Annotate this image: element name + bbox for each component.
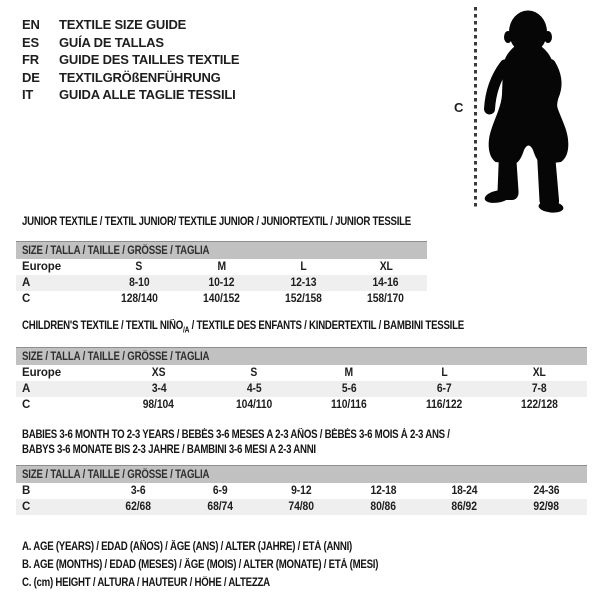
value-cell: [180, 291, 262, 307]
title-subscript: /A: [182, 325, 190, 335]
value-text: 122/128: [520, 399, 558, 411]
language-row: [22, 86, 239, 104]
value-text: 10-12: [208, 277, 235, 289]
value-cell: [263, 291, 345, 307]
language-list: [22, 16, 239, 104]
value-cell: [492, 365, 587, 381]
size-header-cell: [16, 242, 427, 260]
value-cell: [263, 259, 345, 275]
value-text: 4-5: [246, 383, 262, 395]
value-text: S: [250, 367, 258, 379]
value-cell: [180, 275, 262, 291]
language-code: FR: [22, 52, 39, 67]
value-text: 14-16: [372, 277, 399, 289]
language-row: [22, 34, 239, 52]
row-label-cell: C: [22, 293, 31, 305]
size-table-head: [16, 466, 587, 484]
size-table-body: [16, 259, 427, 307]
value-cell: [206, 397, 301, 413]
language-label: GUIDE DES TAILLES TEXTILE: [59, 52, 240, 67]
value-text: 140/152: [203, 293, 240, 305]
size-header-text: SIZE / TALLA / TAILLE / GRÖSSE / TAGLIA: [22, 468, 210, 481]
value-cell: [345, 259, 427, 275]
height-dashed-line-icon: [474, 7, 477, 209]
value-text: 12-18: [370, 485, 397, 497]
babies-table-section: [16, 428, 587, 515]
footnote-line: [22, 574, 446, 592]
language-label: TEXTILE SIZE GUIDE: [59, 17, 187, 32]
row-label-cell: C: [22, 399, 31, 411]
title-text: [22, 428, 450, 443]
table-row: [16, 483, 587, 499]
value-text: 74/80: [288, 501, 315, 513]
footnote-line: [22, 556, 446, 574]
size-table-body: [16, 483, 587, 515]
value-text: XL: [379, 261, 393, 273]
value-cell: [98, 499, 180, 515]
title-segment: CHILDREN'S TEXTILE / TEXTIL NIÑO: [22, 320, 183, 332]
value-cell: [98, 483, 180, 499]
value-cell: [111, 381, 206, 397]
value-cell: [98, 275, 180, 291]
footnote-list: [22, 538, 446, 592]
size-header-text: SIZE / TALLA / TAILLE / GRÖSSE / TAGLIA: [22, 244, 210, 257]
value-text: 6-7: [436, 383, 452, 395]
height-figure: [452, 4, 587, 216]
value-text: XL: [532, 367, 546, 379]
title-segment: BABIES 3-6 MONTH TO 2-3 YEARS / BEBÉS 3-6 MESES A 2-3 AÑOS / BÉBÉS 3-6 MOIS À 2-3 ANS /: [22, 429, 450, 441]
language-code: IT: [22, 87, 34, 102]
title-text: [22, 443, 316, 458]
value-cell: [301, 397, 396, 413]
value-text: 110/116: [331, 399, 367, 411]
footnote-text: B. AGE (MONTHS) / EDAD (MESES) / ÂGE (MOIS) / ALTER (MONATE) / ETÀ (MESI): [22, 559, 379, 571]
table-title-line: [16, 443, 587, 458]
junior-table-section: [16, 215, 427, 307]
value-cell: [397, 365, 492, 381]
value-cell: [342, 499, 424, 515]
value-cell: [263, 275, 345, 291]
title-segment: BABYS 3-6 MONATE BIS 2-3 JAHRE / BAMBINI 3-6 MESI A 2-3 ANNI: [22, 444, 316, 456]
table-title-line: [16, 428, 587, 443]
height-marker-label: C: [454, 100, 464, 115]
footnote-line: [22, 538, 446, 556]
value-cell: [345, 275, 427, 291]
table-row: [16, 381, 587, 397]
value-cell: [505, 499, 587, 515]
value-text: 92/98: [533, 501, 559, 513]
footnote-text: C. (cm) HEIGHT / ALTURA / HAUTEUR / HÖHE / ALTEZZA: [22, 577, 270, 589]
size-table-head: [16, 242, 427, 260]
size-header-cell: [16, 466, 587, 484]
table-row: [16, 291, 427, 307]
language-code: EN: [22, 17, 40, 32]
title-segment: JUNIOR TEXTILE / TEXTIL JUNIOR/ TEXTILE JUNIOR / JUNIORTEXTIL / JUNIOR TESSILE: [22, 216, 411, 228]
table-row: [16, 397, 587, 413]
language-row: [22, 16, 239, 34]
children-table-section: [16, 319, 587, 413]
row-label-cell: B: [22, 485, 31, 497]
value-cell: [111, 397, 206, 413]
value-cell: [424, 499, 506, 515]
language-row: [22, 69, 239, 87]
children-size-table: [16, 347, 587, 413]
value-cell: [492, 381, 587, 397]
value-cell: [492, 397, 587, 413]
value-cell: [98, 259, 180, 275]
value-cell: [397, 381, 492, 397]
value-text: 116/122: [426, 399, 463, 411]
junior-table-title: [16, 215, 427, 230]
value-text: 5-6: [341, 383, 357, 395]
junior-size-table: [16, 241, 427, 307]
title-text: [22, 319, 464, 337]
footnote-text: A. AGE (YEARS) / EDAD (AÑOS) / ÂGE (ANS) / ALTER (JAHRE) / ETÀ (ANNI): [22, 541, 353, 553]
value-text: 7-8: [532, 383, 547, 395]
value-text: 158/170: [367, 293, 405, 305]
value-text: 128/140: [120, 293, 158, 305]
value-text: 6-9: [212, 485, 228, 497]
value-text: M: [344, 367, 354, 379]
row-label-cell: Europe: [22, 367, 62, 379]
row-label-cell: A: [22, 277, 31, 289]
value-text: 86/92: [451, 501, 478, 513]
value-text: 80/86: [370, 501, 396, 513]
value-text: L: [441, 367, 448, 379]
value-text: XS: [151, 367, 166, 379]
value-text: 12-13: [290, 277, 317, 289]
value-text: S: [135, 261, 143, 273]
value-text: M: [217, 261, 226, 273]
size-header-row: [16, 242, 427, 260]
value-cell: [179, 483, 261, 499]
value-cell: [98, 291, 180, 307]
title-text: [22, 215, 411, 230]
value-cell: [301, 381, 396, 397]
row-label-cell: Europe: [22, 261, 62, 273]
language-code: DE: [22, 69, 40, 85]
value-cell: [345, 291, 427, 307]
value-text: 3-4: [151, 383, 167, 395]
value-text: 8-10: [129, 277, 150, 289]
size-header-row: [16, 348, 587, 366]
value-cell: [397, 397, 492, 413]
table-title-line: [16, 215, 427, 230]
size-table-head: [16, 348, 587, 366]
language-label: GUIDA ALLE TAGLIE TESSILI: [59, 87, 236, 102]
value-text: 68/74: [207, 501, 233, 513]
size-header-text: SIZE / TALLA / TAILLE / GRÖSSE / TAGLIA: [22, 350, 210, 363]
language-row: [22, 51, 239, 69]
value-cell: [505, 483, 587, 499]
row-label-cell: A: [22, 383, 31, 395]
value-cell: [206, 365, 301, 381]
table-row: [16, 275, 427, 291]
title-segment: / TEXTILE DES ENFANTS / KINDERTEXTIL / BAMBINI TESSILE: [189, 320, 464, 332]
row-label-cell: C: [22, 501, 31, 513]
value-text: 104/110: [235, 399, 273, 411]
table-row: [16, 365, 587, 381]
value-cell: [261, 483, 343, 499]
value-cell: [261, 499, 343, 515]
language-label: GUÍA DE TALLAS: [59, 34, 164, 50]
language-label: TEXTILGRÖßENFÜHRUNG: [59, 69, 221, 85]
value-cell: [301, 365, 396, 381]
value-cell: [111, 365, 206, 381]
children-table-title: [16, 319, 587, 334]
value-cell: [179, 499, 261, 515]
value-text: 24-36: [533, 485, 560, 497]
value-cell: [424, 483, 506, 499]
language-code: ES: [22, 34, 39, 50]
value-cell: [342, 483, 424, 499]
value-text: 3-6: [130, 485, 146, 497]
table-row: [16, 499, 587, 515]
value-text: 18-24: [451, 485, 478, 497]
toddler-silhouette-icon: [478, 4, 578, 216]
value-text: 9-12: [291, 485, 312, 497]
size-header-row: [16, 466, 587, 484]
value-cell: [206, 381, 301, 397]
value-text: 62/68: [125, 501, 152, 513]
table-row: [16, 259, 427, 275]
table-title-line: [16, 319, 587, 334]
babies-size-table: [16, 465, 587, 515]
size-header-cell: [16, 348, 587, 366]
value-cell: [180, 259, 262, 275]
value-text: L: [300, 261, 307, 273]
size-table-body: [16, 365, 587, 413]
value-text: 152/158: [285, 293, 323, 305]
value-text: 98/104: [143, 399, 175, 411]
babies-table-title: [16, 428, 587, 458]
